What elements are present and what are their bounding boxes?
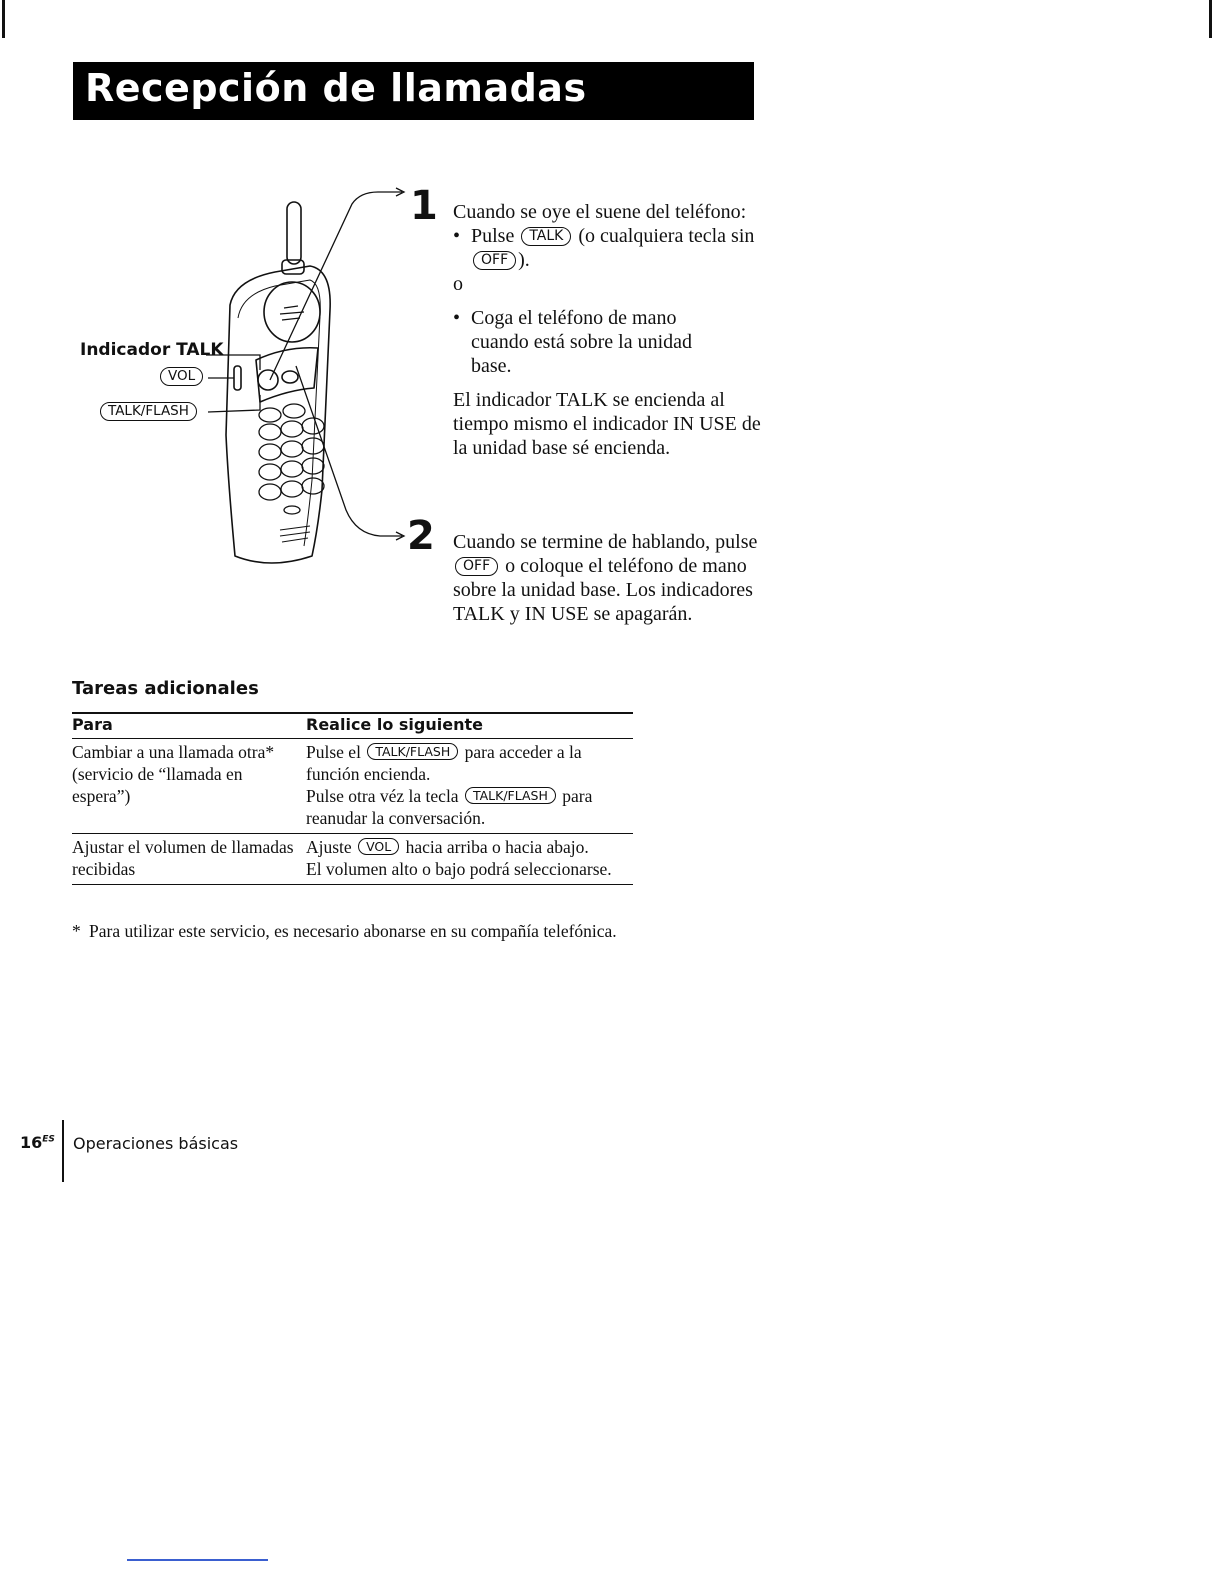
table-row bbox=[72, 834, 633, 885]
table-cell-realice: Pulse el TALK/FLASH para acceder a la función encienda. Pulse otra véz la tecla TALK/FLASH para reanudar la conversación. bbox=[306, 739, 633, 834]
step1-note: El indicador TALK se encienda al tiempo mismo el indicador IN USE de la unidad base sé encienda. bbox=[453, 389, 761, 459]
talk-key: TALK bbox=[521, 227, 571, 246]
talk-flash-key: TALK/FLASH bbox=[367, 743, 458, 760]
table-cell-para: Ajustar el volumen de llamadas recibidas bbox=[72, 834, 306, 885]
talk-flash-leader bbox=[208, 395, 260, 412]
off-key: OFF bbox=[473, 251, 516, 270]
right-edge-mark bbox=[1209, 0, 1212, 38]
step2-leader bbox=[296, 366, 402, 536]
column-header-para: Para bbox=[72, 713, 306, 739]
footnote bbox=[72, 920, 632, 942]
step1-text bbox=[453, 200, 763, 460]
section-name: Operaciones básicas bbox=[73, 1134, 239, 1153]
step1-bullet1: • Pulse TALK (o cualquiera tecla sinOFF ). bbox=[453, 224, 763, 272]
step2-number: 2 bbox=[407, 513, 435, 559]
step2-text: Cuando se termine de hablando, pulse OFF o coloque el teléfono de mano sobre la unidad base. Los indicadores TALK y IN USE se apagarán. bbox=[453, 531, 758, 625]
off-key: OFF bbox=[455, 557, 498, 576]
left-edge-mark bbox=[2, 0, 5, 38]
bottom-rule bbox=[127, 1559, 268, 1561]
talk-flash-key: TALK/FLASH bbox=[465, 787, 556, 804]
page-title: Recepción de llamadas bbox=[85, 66, 587, 110]
step1-line1: Cuando se oye el suene del teléfono: bbox=[453, 201, 747, 223]
vol-key: VOL bbox=[160, 367, 203, 386]
talk-flash-key-label bbox=[98, 402, 199, 422]
tasks-heading: Tareas adicionales bbox=[72, 678, 259, 699]
table-row bbox=[72, 739, 633, 834]
footer-divider bbox=[62, 1120, 64, 1182]
talk-flash-key: TALK/FLASH bbox=[100, 402, 197, 421]
talk-indicator-label: Indicador TALK bbox=[80, 340, 224, 360]
handset-illustration bbox=[60, 180, 440, 580]
title-bar bbox=[73, 62, 754, 120]
handset-body-icon bbox=[226, 266, 330, 563]
step1-number: 1 bbox=[410, 183, 438, 229]
footnote-text: Para utilizar este servicio, es necesario abonarse en su compañía telefónica. bbox=[89, 921, 617, 941]
vol-side-button-icon bbox=[234, 366, 241, 390]
footnote-mark: * bbox=[72, 921, 81, 941]
step1-leader bbox=[270, 192, 402, 380]
display-icon bbox=[256, 348, 318, 402]
step1-bullet2: • Coga el teléfono de mano cuando está sobre la unidad base. bbox=[453, 306, 721, 378]
table-cell-para: Cambiar a una llamada otra* (servicio de “llamada en espera”) bbox=[72, 739, 306, 834]
step1-or: o bbox=[453, 273, 463, 295]
vol-key: VOL bbox=[358, 838, 399, 855]
page-number: $16^{ES}$ bbox=[20, 1133, 55, 1152]
antenna-icon bbox=[287, 202, 301, 264]
tasks-table-wrap bbox=[72, 712, 633, 885]
column-header-realice: Realice lo siguiente bbox=[306, 713, 633, 739]
table-cell-realice: Ajuste VOL hacia arriba o hacia abajo. El volumen alto o bajo podrá seleccionarse. bbox=[306, 834, 633, 885]
tasks-table bbox=[72, 712, 633, 885]
vol-key-label bbox=[158, 367, 205, 387]
